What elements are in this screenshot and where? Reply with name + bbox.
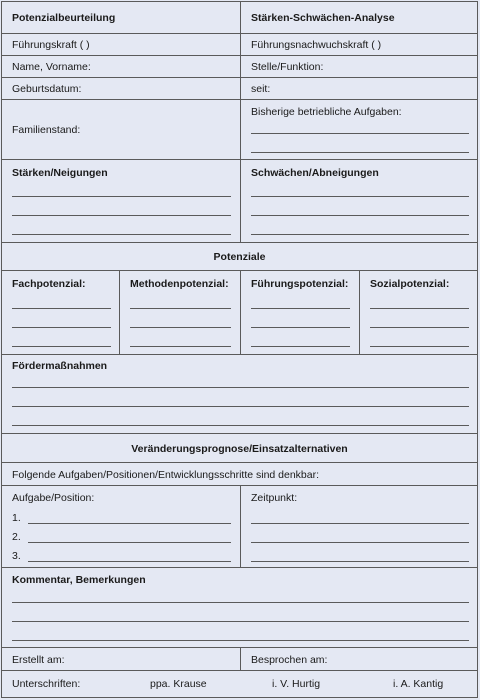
methodenpotenzial-field[interactable]	[120, 271, 241, 354]
staerken-label: Stärken/Neigungen	[12, 167, 108, 179]
unterschriften-label: Unterschriften:	[12, 678, 81, 690]
schwaechen-line-1	[251, 196, 469, 197]
header-right-cell	[241, 2, 477, 33]
aufgabe-line-2	[28, 542, 231, 543]
kommentar-line-1	[12, 602, 469, 603]
zeitpunkt-field[interactable]	[241, 486, 477, 567]
name-field[interactable]	[2, 56, 241, 77]
kommentar-label: Kommentar, Bemerkungen	[12, 574, 146, 586]
header-left-title: Potenzialbeurteilung	[12, 12, 116, 24]
fuehrungskraft-label: Führungskraft ( )	[12, 39, 90, 51]
aufgabe-line-1	[28, 523, 231, 524]
zeitpunkt-line-1	[251, 523, 469, 524]
header-row	[2, 2, 477, 34]
prognose-intro: Folgende Aufgaben/Positionen/Entwicklungsschritte sind denkbar:	[12, 469, 320, 481]
role-row	[2, 34, 477, 56]
fuehrungspotenzial-line-2	[251, 327, 350, 328]
signature-hurtig[interactable]: i. V. Hurtig	[272, 678, 321, 690]
kommentar-line-3	[12, 640, 469, 641]
sozialpotenzial-line-3	[370, 346, 469, 347]
sozialpotenzial-label: Sozialpotenzial:	[370, 278, 450, 290]
schwaechen-label: Schwächen/Abneigungen	[251, 167, 379, 179]
bisherige-field[interactable]	[241, 100, 477, 159]
stelle-field[interactable]	[241, 56, 477, 77]
kommentar-row[interactable]	[2, 568, 477, 648]
fachpotenzial-label: Fachpotenzial:	[12, 278, 86, 290]
potenziale-title-row	[2, 243, 477, 271]
fachpotenzial-line-3	[12, 346, 111, 347]
dates-row	[2, 648, 477, 671]
signature-krause[interactable]: ppa. Krause	[150, 678, 207, 690]
header-right-title: Stärken-Schwächen-Analyse	[251, 12, 395, 24]
name-label: Name, Vorname:	[12, 61, 91, 73]
aufgabe-number-1: 1.	[12, 512, 21, 524]
methodenpotenzial-line-2	[130, 327, 231, 328]
fachpotenzial-field[interactable]	[2, 271, 120, 354]
fuehrungspotenzial-field[interactable]	[241, 271, 360, 354]
staerken-line-3	[12, 234, 231, 235]
fachpotenzial-line-1	[12, 308, 111, 309]
familienstand-field[interactable]	[2, 100, 241, 159]
name-row	[2, 56, 477, 78]
sozialpotenzial-line-1	[370, 308, 469, 309]
foerder-label: Fördermaßnahmen	[12, 360, 108, 372]
methodenpotenzial-label: Methodenpotenzial:	[130, 278, 229, 290]
aufgabe-line-3	[28, 561, 231, 562]
fuehrungspotenzial-label: Führungspotenzial:	[251, 278, 349, 290]
aufgabe-label: Aufgabe/Position:	[12, 492, 95, 504]
foerder-line-3	[12, 425, 469, 426]
zeitpunkt-label: Zeitpunkt:	[251, 492, 298, 504]
potenziale-title: Potenziale	[213, 251, 266, 263]
family-row	[2, 100, 477, 160]
sozialpotenzial-field[interactable]	[360, 271, 477, 354]
geburtsdatum-field[interactable]	[2, 78, 241, 99]
besprochen-field[interactable]	[241, 648, 477, 670]
stelle-label: Stelle/Funktion:	[251, 61, 324, 73]
seit-label: seit:	[251, 83, 271, 95]
methodenpotenzial-line-1	[130, 308, 231, 309]
schwaechen-line-2	[251, 215, 469, 216]
aufgabe-row	[2, 486, 477, 568]
fuehrungspotenzial-line-3	[251, 346, 350, 347]
schwaechen-line-3	[251, 234, 469, 235]
prognose-title-row	[2, 434, 477, 463]
zeitpunkt-line-2	[251, 542, 469, 543]
staerken-line-2	[12, 215, 231, 216]
bisherige-line-1	[251, 133, 469, 134]
aufgabe-number-3: 3.	[12, 550, 21, 562]
foerder-line-2	[12, 406, 469, 407]
familienstand-label: Familienstand:	[12, 124, 81, 136]
staerken-field[interactable]	[2, 160, 241, 242]
aufgabe-number-2: 2.	[12, 531, 21, 543]
erstellt-field[interactable]	[2, 648, 241, 670]
fachpotenzial-line-2	[12, 327, 111, 328]
birth-row	[2, 78, 477, 100]
potential-assessment-form	[1, 1, 478, 698]
potenziale-row	[2, 271, 477, 355]
kommentar-line-2	[12, 621, 469, 622]
signature-kantig[interactable]: i. A. Kantig	[393, 678, 444, 690]
fuehrungsnachwuchskraft-label: Führungsnachwuchskraft ( )	[251, 39, 382, 51]
foerder-row[interactable]	[2, 355, 477, 434]
aufgabe-field[interactable]	[2, 486, 241, 567]
methodenpotenzial-line-3	[130, 346, 231, 347]
seit-field[interactable]	[241, 78, 477, 99]
schwaechen-field[interactable]	[241, 160, 477, 242]
staerken-line-1	[12, 196, 231, 197]
fuehrungspotenzial-line-1	[251, 308, 350, 309]
prognose-intro-row	[2, 463, 477, 486]
fuehrungskraft-cell[interactable]	[2, 34, 241, 55]
bisherige-label: Bisherige betriebliche Aufgaben:	[251, 106, 402, 118]
bisherige-line-2	[251, 152, 469, 153]
besprochen-label: Besprochen am:	[251, 654, 328, 666]
prognose-title: Veränderungsprognose/Einsatzalternativen	[131, 443, 348, 455]
zeitpunkt-line-3	[251, 561, 469, 562]
fuehrungsnachwuchskraft-cell[interactable]	[241, 34, 477, 55]
geburtsdatum-label: Geburtsdatum:	[12, 83, 82, 95]
sozialpotenzial-line-2	[370, 327, 469, 328]
erstellt-label: Erstellt am:	[12, 654, 65, 666]
foerder-line-1	[12, 387, 469, 388]
signatures-row	[2, 671, 477, 697]
header-left-cell	[2, 2, 241, 33]
strengths-row	[2, 160, 477, 243]
